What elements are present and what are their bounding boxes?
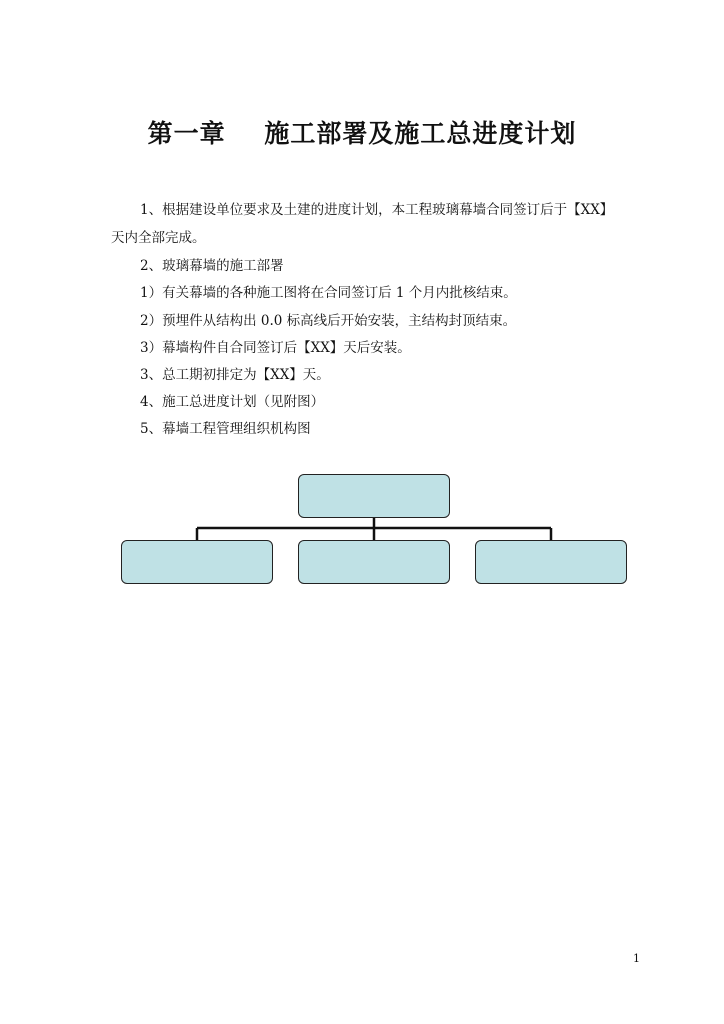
paragraph-1-line-1: 1、根据建设单位要求及土建的进度计划，本工程玻璃幕墙合同签订后于【XX】 — [140, 202, 614, 218]
page-number: 1 — [633, 952, 640, 965]
paragraph-2-item-1: 1）有关幕墙的各种施工图将在合同签订后 1 个月内批核结束。 — [140, 285, 517, 301]
chapter-title: 第一章 施工部署及施工总进度计划 — [147, 119, 577, 148]
paragraph-5: 5、幕墙工程管理组织机构图 — [140, 421, 311, 437]
paragraph-2-item-3: 3）幕墙构件自合同签订后【XX】天后安装。 — [140, 340, 411, 356]
paragraph-2-item-2: 2）预埋件从结构出 0.0 标高线后开始安装，主结构封顶结束。 — [140, 313, 517, 329]
org-chart-child-box-1 — [121, 540, 273, 584]
paragraph-2: 2、玻璃幕墙的施工部署 — [140, 258, 284, 274]
paragraph-3: 3、总工期初排定为【XX】天。 — [140, 367, 330, 383]
org-chart-top-box — [298, 474, 450, 518]
org-chart-child-box-2 — [298, 540, 450, 584]
paragraph-4: 4、施工总进度计划（见附图） — [140, 394, 325, 410]
org-chart-child-box-3 — [475, 540, 627, 584]
paragraph-1-line-2: 天内全部完成。 — [111, 230, 206, 246]
